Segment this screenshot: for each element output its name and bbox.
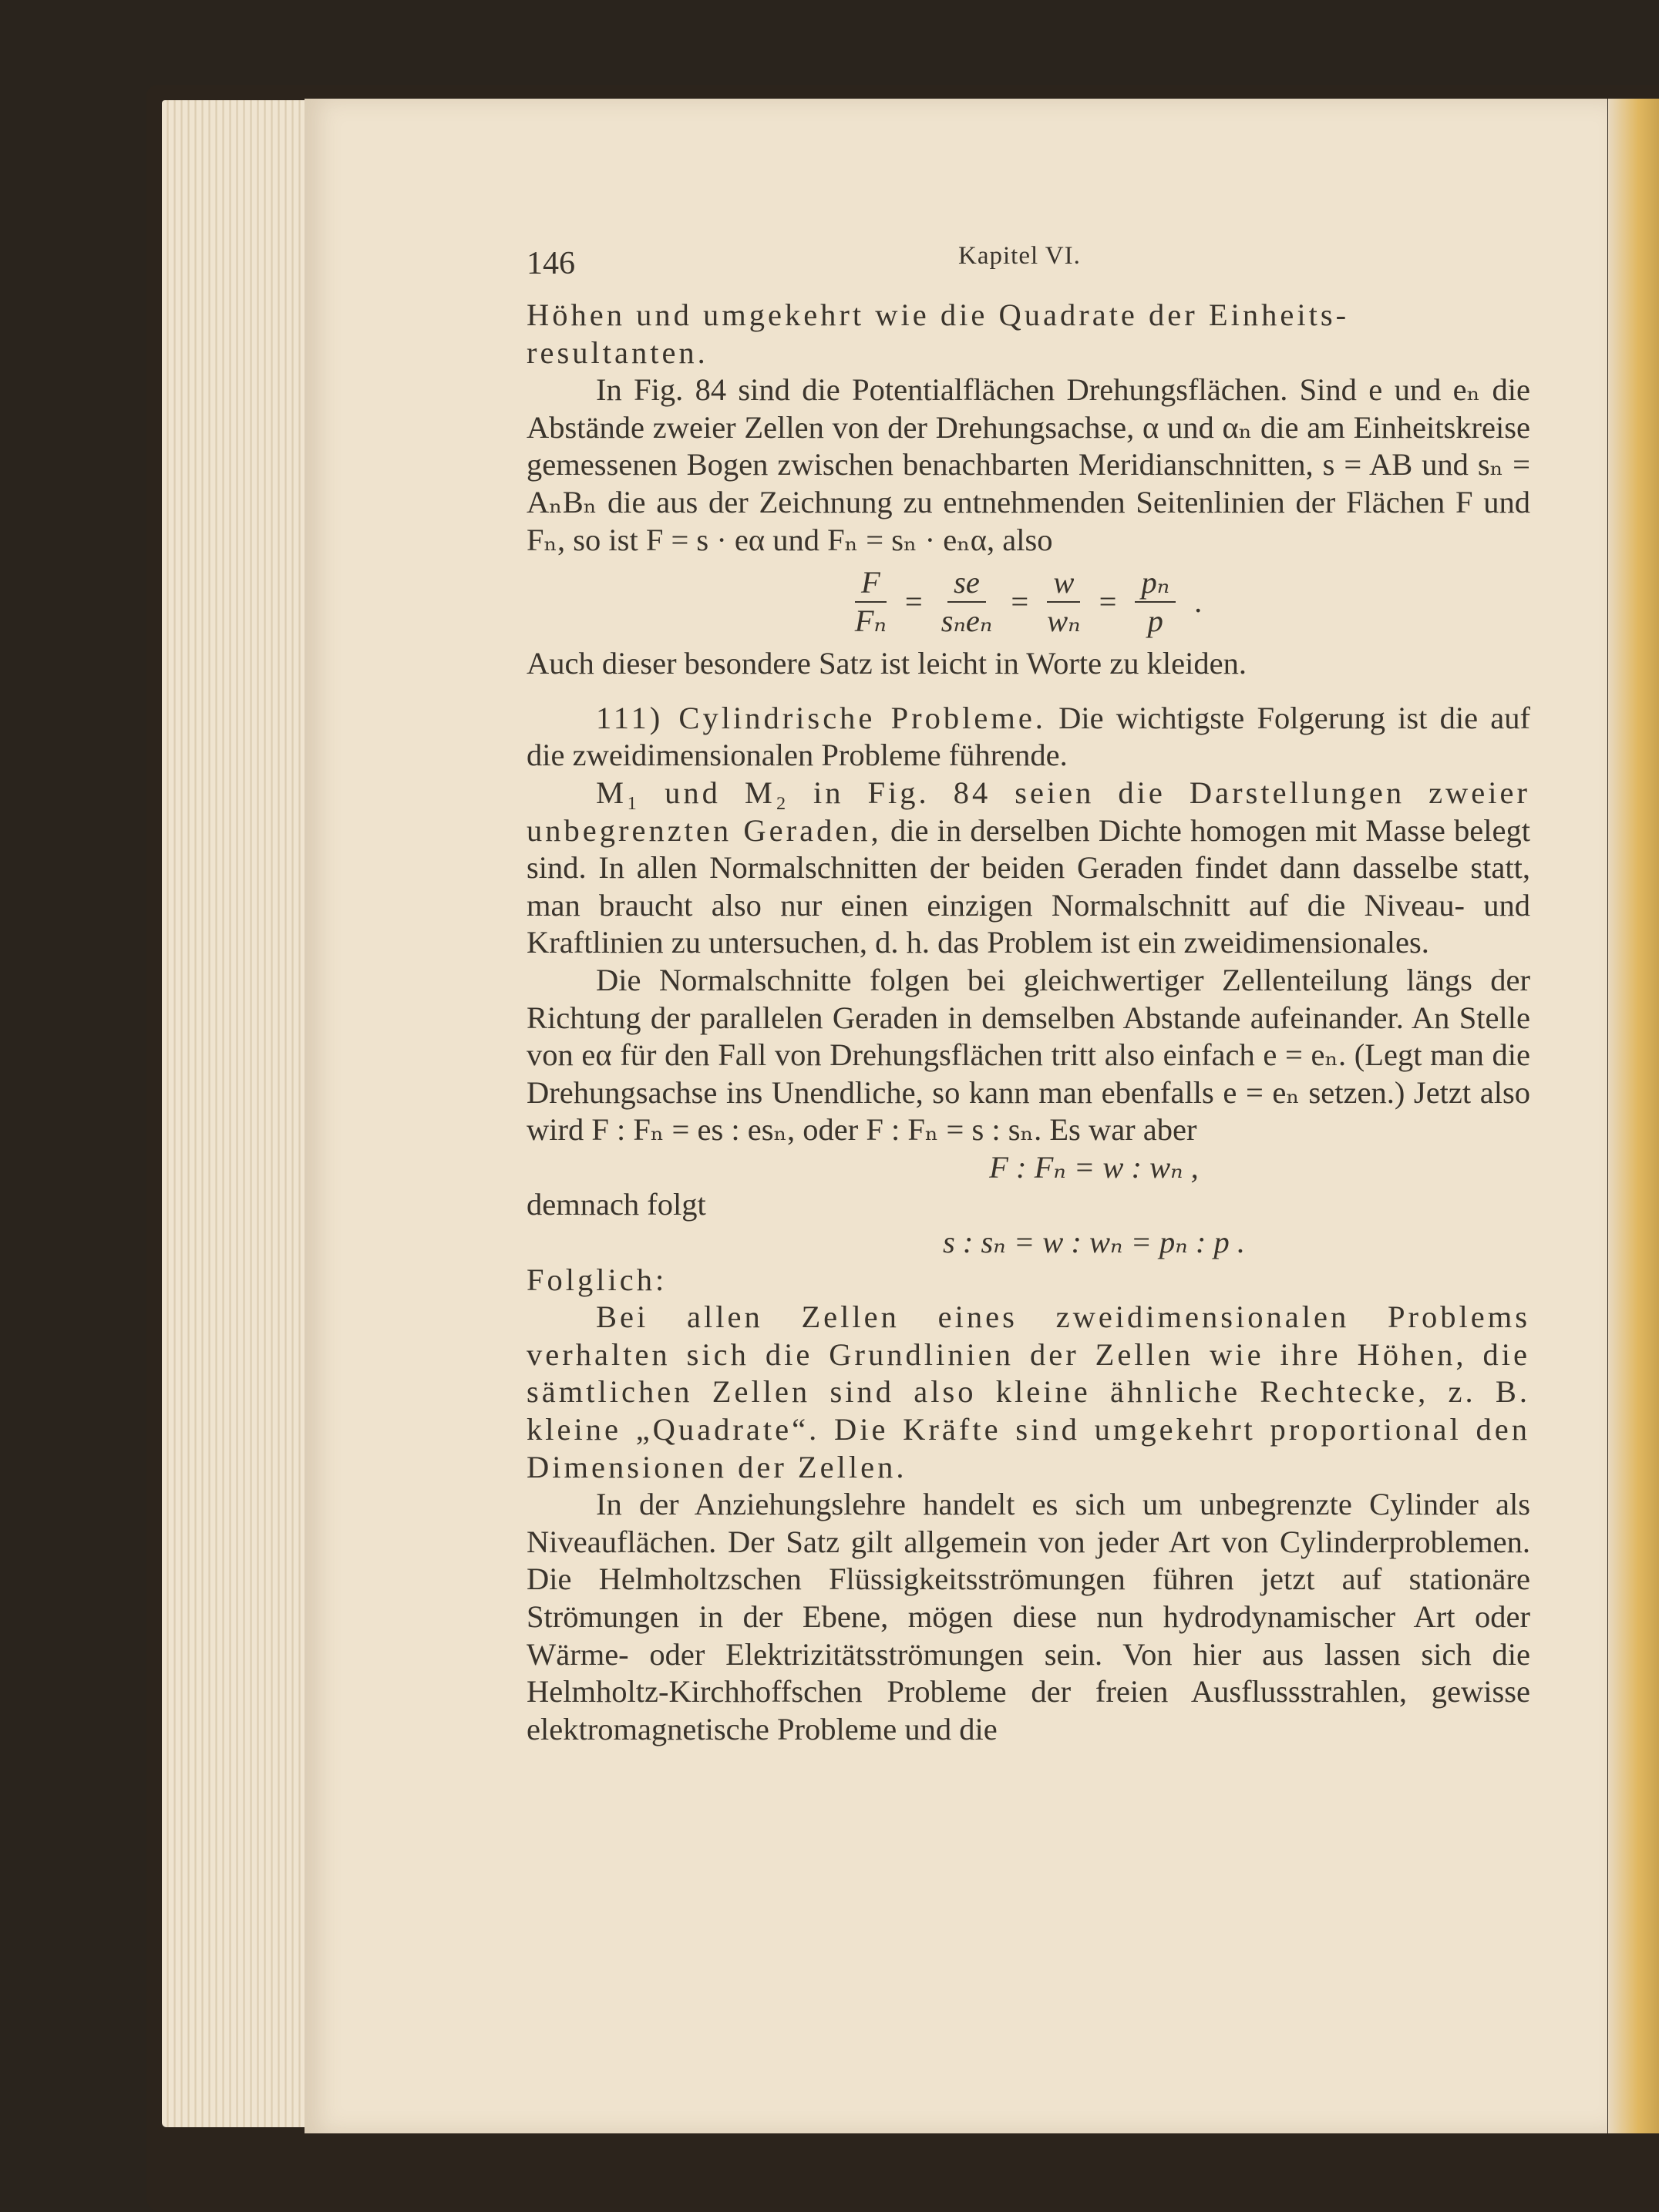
running-head: [527, 239, 1530, 285]
p5-text: die in derselben Dichte homogen mit Masse belegt sind. In allen Normalschnitten der beiden Geraden findet dann dasselbe statt, man braucht also nur einen einzigen Normalschnitt auf die Niveau- und Kraftlinien zu untersuchen, d. h. das Problem ist ein zweidimensionales.: [527, 812, 1531, 960]
chapter-title: Kapitel VI.: [958, 242, 1081, 270]
equation-3: s : sₙ = w : wₙ = pₙ : p .: [943, 1225, 1245, 1260]
paragraph-2: In Fig. 84 sind die Potentialflächen Drehungsflächen. Sind e und eₙ die Abstände zweier Zellen von der Drehungsachse, α und αₙ die am Einheitskreise gemessenen Bogen zwischen benachbarten Meridianschnitten, s = AB und sₙ = AₙBₙ die aus der Zeichnung zu entnehmenden Seitenlinien der Flächen F und Fₙ, so ist F = s · eα und Fₙ = sₙ · eₙα, also: [527, 372, 1530, 557]
fraction-2: $\frac{se}{\text{sₙeₙ}}$: [941, 565, 993, 639]
paragraph-1: [527, 297, 1530, 371]
facing-page-edge: [1608, 99, 1659, 2133]
p1-line-b: resultanten.: [527, 334, 708, 370]
paragraph-3: Auch dieser besondere Satz ist leicht in Worte zu kleiden.: [527, 646, 1247, 681]
p1-line-a: Höhen und umgekehrt wie die Quadrate der Einheits-: [527, 298, 1350, 332]
label-folglich: Folglich:: [527, 1262, 668, 1297]
page-text: [527, 297, 1530, 1748]
fraction-3: $\frac{w}{\text{wₙ}}$: [1047, 565, 1081, 639]
paragraph-theorem: Bei allen Zellen eines zweidimensionalen Problems verhalten sich die Grundlinien der Zellen wie ihre Höhen, die sämtlichen Zellen sind also kleine ähnliche Rechtecke, z. B. kleine „Quadrate“. Die Kräfte sind umgekehrt proportional den Dimensionen der Zellen.: [527, 1299, 1530, 1484]
paragraph-6: Die Normalschnitte folgen bei gleichwertiger Zellenteilung längs der Richtung der parallelen Geraden in demselben Abstande aufeinander. An Stelle von eα für den Fall von Drehungsflächen tritt also einfach e = eₙ. (Legt man die Drehungsachse ins Unendliche, so kann man ebenfalls e = eₙ setzen.) Jetzt also wird F : Fₙ = es : esₙ, oder F : Fₙ = s : sₙ. Es war aber: [527, 962, 1530, 1148]
page-number: 146: [527, 246, 575, 281]
fraction-4: $\frac{\text{pₙ}}{p}$: [1135, 564, 1176, 640]
paragraph-5: [527, 775, 1530, 962]
equation-2: F : Fₙ = w : wₙ ,: [989, 1149, 1199, 1185]
paragraph-10: In der Anziehungslehre handelt es sich um unbegrenzte Cylinder als Niveauflächen. Der Satz gilt allgemein von jeder Art von Cylinderproblemen. Die Helmholtzschen Flüssigkeitsströmungen führen jetzt auf stationäre Strömungen in der Ebene, mögen diese nun hydrodynamischer Art oder Wärme- oder Elektrizitätsströmungen sein. Von hier aus lassen sich die Helmholtz-Kirchhoffschen Probleme der freien Ausflussstrahlen, gewisse elektromagnetische Probleme und die: [527, 1487, 1530, 1746]
p4-text: Die wichtigste Folgerung ist die auf die zweidimensionalen Probleme führende.: [527, 700, 1531, 773]
page-edges: [162, 100, 316, 2127]
label-demnach: demnach folgt: [527, 1187, 706, 1222]
paragraph-4: [527, 700, 1530, 775]
p5-lead: M₁ und M₂ in Fig. 84 seien die Darstellungen zweier unbegrenzten Geraden,: [527, 775, 1530, 848]
equation-ratio: $\frac{F}{\text{Fₙ}}$ = $\frac{se}{\text{sₙeₙ}}$ = $\frac{w}{\text{wₙ}}$ = $\frac{\text{pₙ}}{p}$ .: [854, 565, 1203, 639]
fraction-1: $\frac{F}{\text{Fₙ}}$: [854, 565, 887, 639]
section-heading: 111) Cylindrische Probleme.: [596, 700, 1046, 735]
